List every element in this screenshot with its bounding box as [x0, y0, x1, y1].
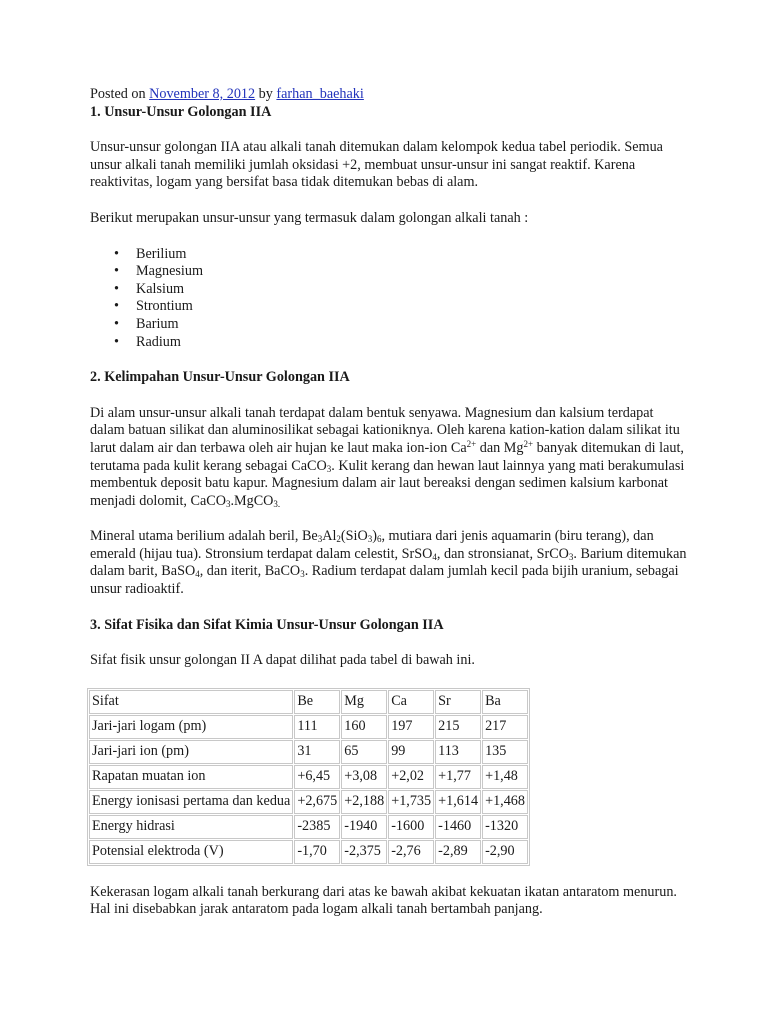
table-cell: -2,90	[482, 840, 528, 864]
table-row	[89, 765, 528, 789]
table-cell: -1320	[482, 815, 528, 839]
table-header-cell: Ba	[482, 690, 528, 714]
table-cell: +1,735	[388, 790, 434, 814]
subscript: 3	[367, 534, 373, 545]
subscript: 3	[568, 551, 574, 562]
table-cell: +6,45	[294, 765, 340, 789]
table-header-cell: Be	[294, 690, 340, 714]
charge-superscript: 2+	[523, 438, 534, 449]
table-cell: +2,02	[388, 765, 434, 789]
section-1-paragraph-2: Berikut merupakan unsur-unsur yang termasuk dalam golongan alkali tanah :	[90, 209, 529, 226]
table-cell: Jari-jari logam (pm)	[89, 715, 293, 739]
table-row	[89, 740, 528, 764]
table-cell: 217	[482, 715, 528, 739]
text-run: (SiO	[340, 528, 368, 545]
table-cell: +1,468	[482, 790, 528, 814]
subscript: 3	[225, 498, 231, 509]
table-cell: 65	[341, 740, 387, 764]
table-intro: Sifat fisik unsur golongan II A dapat dilihat pada tabel di bawah ini.	[90, 652, 475, 669]
table-cell: 135	[482, 740, 528, 764]
list-item: • Berilium	[136, 246, 690, 264]
post-date-link[interactable]: November 8, 2012	[149, 86, 256, 102]
list-item: • Magnesium	[136, 263, 690, 281]
text-run: . Radium terdapat dalam jumlah kecil pada bijih uranium, sebagai unsur radioaktif.	[90, 563, 679, 598]
subscript: 3	[300, 569, 305, 580]
table-header-cell: Ca	[388, 690, 434, 714]
table-row	[89, 815, 528, 839]
charge-superscript: 2+	[466, 438, 477, 449]
subscript: 3	[326, 463, 332, 474]
author-link[interactable]: farhan_baehaki	[276, 86, 364, 102]
table-cell: -2,89	[435, 840, 481, 864]
text-run: Di alam unsur-unsur alkali tanah terdapat dalam bentuk senyawa. Magnesium dan kalsium terdapat dalam batuan silikat dan aluminosilikat sebagai kationiknya. Oleh karena kation-kation dalam silikat itu larut dalam air dan terbawa oleh air hujan ke laut maka ion-ion Ca	[90, 404, 680, 456]
table-cell: 99	[388, 740, 434, 764]
table-row	[89, 715, 528, 739]
table-cell: -2,76	[388, 840, 434, 864]
table-header-row	[89, 690, 528, 714]
text-run: )	[372, 528, 377, 545]
subscript: 2	[336, 534, 341, 545]
table-cell: -2385	[294, 815, 340, 839]
table-header-cell: Sr	[435, 690, 481, 714]
section-3-heading: 3. Sifat Fisika dan Sifat Kimia Unsur-Unsur Golongan IIA	[90, 616, 444, 633]
text-run: . Barium ditemukan dalam barit, BaSO	[90, 545, 687, 580]
subscript: 6	[376, 534, 382, 545]
subscript: 3.	[273, 498, 281, 509]
table-row	[89, 790, 528, 814]
table-cell: Rapatan muatan ion	[89, 765, 293, 789]
text-run: Al	[322, 528, 337, 545]
table-cell: Jari-jari ion (pm)	[89, 740, 293, 764]
table-cell: -1940	[341, 815, 387, 839]
table-cell: -1460	[435, 815, 481, 839]
text-run: , dan stronsianat, SrCO	[436, 545, 569, 562]
table-cell: 197	[388, 715, 434, 739]
table-row	[89, 840, 528, 864]
table-header-cell: Sifat	[89, 690, 293, 714]
table-cell: -1600	[388, 815, 434, 839]
table-cell: 160	[341, 715, 387, 739]
list-item: • Barium	[136, 316, 690, 334]
table-cell: +2,188	[341, 790, 387, 814]
table-cell: 215	[435, 715, 481, 739]
post-meta	[90, 86, 690, 104]
table-cell: +3,08	[341, 765, 387, 789]
text-run: Mineral utama berilium adalah beril, Be	[90, 528, 318, 545]
element-list	[90, 246, 690, 352]
section-2-paragraph-1	[90, 405, 690, 511]
text-run: . Kulit kerang dan hewan laut lainnya yang mati berakumulasi membentuk deposit batu kapur. Magnesium dalam air laut bereaksi dengan sedimen kalsium karbonat menjadi dolomit, CaCO	[90, 457, 685, 509]
section-1-heading: 1. Unsur-Unsur Golongan IIA	[90, 103, 272, 120]
table-cell: +1,77	[435, 765, 481, 789]
table-cell: Energy ionisasi pertama dan kedua	[89, 790, 293, 814]
article	[90, 86, 690, 919]
table-cell: -1,70	[294, 840, 340, 864]
table-cell: 111	[294, 715, 340, 739]
properties-table	[87, 688, 530, 866]
text-run: , dan iterit, BaCO	[199, 563, 301, 580]
posted-on-label: Posted on	[90, 86, 146, 102]
closing-paragraph: Kekerasan logam alkali tanah berkurang dari atas ke bawah akibat kekuatan ikatan antaratom menurun. Hal ini disebabkan jarak antaratom pada logam alkali tanah bertambah panjang.	[90, 883, 677, 918]
section-2-paragraph-2	[90, 528, 690, 598]
list-item: • Kalsium	[136, 281, 690, 299]
list-item: • Radium	[136, 334, 690, 352]
text-run: , mutiara dari jenis aquamarin (biru terang), dan emerald (hijau tua). Stronsium terdapat dalam celestit, SrSO	[90, 528, 654, 562]
table-cell: 113	[435, 740, 481, 764]
table-cell: -2,375	[341, 840, 387, 864]
table-cell: +2,675	[294, 790, 340, 814]
by-label: by	[258, 86, 273, 102]
table-cell: Energy hidrasi	[89, 815, 293, 839]
list-item: • Strontium	[136, 298, 690, 316]
subscript: 4	[432, 551, 437, 562]
table-cell: 31	[294, 740, 340, 764]
subscript: 4	[195, 569, 200, 580]
section-1-paragraph-1: Unsur-unsur golongan IIA atau alkali tanah ditemukan dalam kelompok kedua tabel periodik. Semua unsur alkali tanah memiliki jumlah oksidasi +2, membuat unsur-unsur ini sangat reaktif. Karena reaktivitas, logam yang bersifat basa tidak ditemukan bebas di alam.	[90, 139, 663, 191]
subscript: 3	[317, 534, 323, 545]
table-cell: +1,614	[435, 790, 481, 814]
text-run: dan Mg	[476, 439, 524, 456]
text-run: .MgCO	[230, 492, 274, 509]
section-2-heading: 2. Kelimpahan Unsur-Unsur Golongan IIA	[90, 369, 350, 386]
table-cell: +1,48	[482, 765, 528, 789]
table-header-cell: Mg	[341, 690, 387, 714]
table-cell: Potensial elektroda (V)	[89, 840, 293, 864]
text-run: banyak ditemukan di laut, terutama pada kulit kerang sebagai CaCO	[90, 439, 684, 474]
